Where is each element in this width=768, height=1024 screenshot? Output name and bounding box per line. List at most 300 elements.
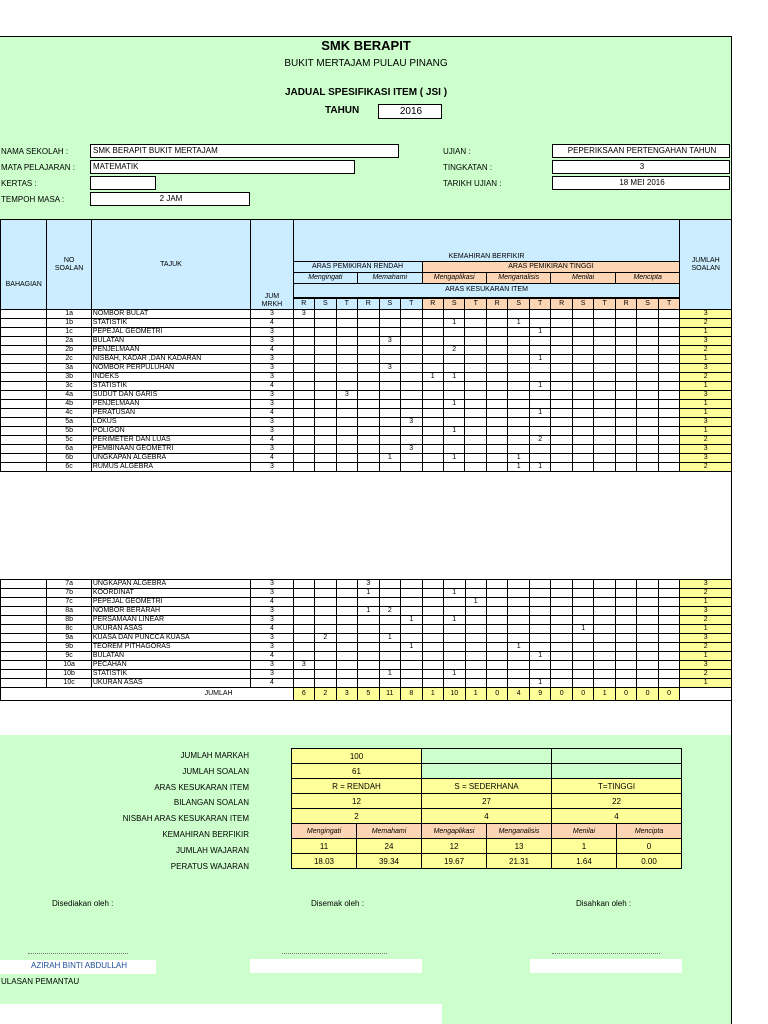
level-cell[interactable]: 3 (401, 418, 422, 427)
level-cell[interactable] (615, 409, 636, 418)
level-cell[interactable] (508, 382, 529, 391)
level-cell[interactable] (637, 436, 658, 445)
level-cell[interactable] (336, 625, 357, 634)
level-cell[interactable] (336, 346, 357, 355)
level-cell[interactable] (315, 670, 336, 679)
level-cell[interactable] (551, 598, 572, 607)
level-cell[interactable] (637, 580, 658, 589)
level-cell[interactable] (615, 661, 636, 670)
bahagian-cell[interactable] (1, 463, 47, 472)
level-cell[interactable] (572, 355, 593, 364)
level-cell[interactable] (315, 346, 336, 355)
level-cell[interactable] (401, 580, 422, 589)
topic-cell[interactable]: PENJELMAAN (91, 400, 250, 409)
level-cell[interactable] (336, 454, 357, 463)
level-cell[interactable] (615, 436, 636, 445)
level-cell[interactable] (551, 454, 572, 463)
question-count-cell[interactable]: 1 (680, 679, 732, 688)
level-cell[interactable] (315, 598, 336, 607)
level-cell[interactable] (615, 445, 636, 454)
level-cell[interactable] (658, 643, 679, 652)
level-cell[interactable] (486, 346, 507, 355)
level-cell[interactable]: 1 (529, 652, 550, 661)
level-cell[interactable] (508, 373, 529, 382)
topic-cell[interactable]: NISBAH, KADAR ,DAN KADARAN (91, 355, 250, 364)
question-count-cell[interactable]: 1 (680, 382, 732, 391)
level-cell[interactable] (594, 391, 615, 400)
level-cell[interactable] (508, 634, 529, 643)
level-cell[interactable] (358, 382, 379, 391)
level-cell[interactable]: 1 (401, 616, 422, 625)
level-cell[interactable] (379, 625, 400, 634)
level-cell[interactable] (637, 364, 658, 373)
level-cell[interactable] (508, 661, 529, 670)
level-cell[interactable] (594, 589, 615, 598)
level-cell[interactable] (529, 643, 550, 652)
level-cell[interactable] (293, 607, 314, 616)
level-cell[interactable] (422, 580, 443, 589)
level-cell[interactable] (293, 364, 314, 373)
level-cell[interactable] (336, 400, 357, 409)
level-cell[interactable] (444, 652, 465, 661)
level-cell[interactable] (486, 319, 507, 328)
bahagian-cell[interactable] (1, 355, 47, 364)
level-cell[interactable] (508, 589, 529, 598)
level-cell[interactable] (315, 319, 336, 328)
level-cell[interactable] (529, 454, 550, 463)
approver-name-field[interactable] (530, 959, 682, 973)
level-cell[interactable] (465, 679, 486, 688)
level-cell[interactable] (594, 598, 615, 607)
question-count-cell[interactable]: 1 (680, 355, 732, 364)
level-cell[interactable] (615, 643, 636, 652)
level-cell[interactable]: 1 (465, 598, 486, 607)
level-cell[interactable] (358, 625, 379, 634)
level-cell[interactable] (658, 634, 679, 643)
question-number[interactable]: 7a (47, 580, 91, 589)
level-cell[interactable] (658, 454, 680, 463)
level-cell[interactable] (594, 373, 615, 382)
level-cell[interactable] (508, 337, 529, 346)
level-cell[interactable] (315, 607, 336, 616)
question-number[interactable]: 3a (47, 364, 91, 373)
level-cell[interactable] (508, 607, 529, 616)
level-cell[interactable]: 1 (379, 670, 400, 679)
level-cell[interactable] (508, 445, 529, 454)
level-cell[interactable] (422, 589, 443, 598)
level-cell[interactable] (465, 391, 486, 400)
level-cell[interactable] (572, 364, 593, 373)
level-cell[interactable] (444, 643, 465, 652)
level-cell[interactable] (293, 652, 314, 661)
marks-cell[interactable]: 4 (251, 319, 293, 328)
bahagian-cell[interactable] (1, 418, 47, 427)
level-cell[interactable] (551, 580, 572, 589)
level-cell[interactable] (594, 337, 615, 346)
level-cell[interactable] (572, 409, 593, 418)
level-cell[interactable] (637, 625, 658, 634)
level-cell[interactable] (594, 418, 615, 427)
topic-cell[interactable]: NOMBOR BERARAH (91, 607, 250, 616)
level-cell[interactable] (658, 373, 680, 382)
level-cell[interactable]: 1 (529, 382, 550, 391)
level-cell[interactable] (401, 436, 422, 445)
level-cell[interactable]: 3 (293, 661, 314, 670)
bahagian-cell[interactable] (1, 382, 47, 391)
level-cell[interactable] (615, 580, 636, 589)
level-cell[interactable] (551, 319, 572, 328)
topic-cell[interactable]: BULATAN (91, 337, 250, 346)
level-cell[interactable] (551, 652, 572, 661)
level-cell[interactable] (529, 661, 550, 670)
level-cell[interactable] (637, 643, 658, 652)
level-cell[interactable] (401, 319, 422, 328)
level-cell[interactable] (293, 436, 314, 445)
level-cell[interactable] (529, 400, 550, 409)
level-cell[interactable] (529, 427, 550, 436)
level-cell[interactable] (379, 580, 400, 589)
level-cell[interactable] (444, 580, 465, 589)
level-cell[interactable] (529, 580, 550, 589)
level-cell[interactable] (486, 337, 507, 346)
level-cell[interactable] (358, 436, 379, 445)
level-cell[interactable] (422, 661, 443, 670)
level-cell[interactable] (465, 643, 486, 652)
level-cell[interactable] (486, 625, 507, 634)
question-number[interactable]: 9a (47, 634, 91, 643)
bahagian-cell[interactable] (1, 616, 47, 625)
topic-cell[interactable]: PECAHAN (91, 661, 250, 670)
level-cell[interactable]: 1 (358, 607, 379, 616)
question-number[interactable]: 6b (47, 454, 91, 463)
level-cell[interactable] (293, 670, 314, 679)
level-cell[interactable] (594, 625, 615, 634)
level-cell[interactable] (594, 364, 615, 373)
level-cell[interactable] (658, 580, 679, 589)
level-cell[interactable] (486, 355, 507, 364)
marks-cell[interactable]: 3 (251, 670, 293, 679)
level-cell[interactable] (508, 400, 529, 409)
level-cell[interactable] (615, 418, 636, 427)
level-cell[interactable] (572, 427, 593, 436)
level-cell[interactable] (572, 670, 593, 679)
level-cell[interactable] (379, 436, 400, 445)
level-cell[interactable] (594, 436, 615, 445)
level-cell[interactable] (379, 391, 400, 400)
level-cell[interactable] (443, 364, 464, 373)
level-cell[interactable] (293, 445, 314, 454)
level-cell[interactable] (315, 589, 336, 598)
level-cell[interactable] (572, 589, 593, 598)
level-cell[interactable] (379, 373, 400, 382)
level-cell[interactable] (293, 625, 314, 634)
level-cell[interactable] (465, 652, 486, 661)
level-cell[interactable] (637, 346, 658, 355)
level-cell[interactable] (615, 391, 636, 400)
question-number[interactable]: 6c (47, 463, 91, 472)
level-cell[interactable] (401, 607, 422, 616)
level-cell[interactable] (615, 616, 636, 625)
level-cell[interactable] (594, 310, 615, 319)
level-cell[interactable] (379, 319, 400, 328)
level-cell[interactable] (508, 679, 529, 688)
level-cell[interactable] (658, 607, 679, 616)
level-cell[interactable] (422, 679, 443, 688)
level-cell[interactable] (401, 427, 422, 436)
level-cell[interactable] (486, 445, 507, 454)
question-count-cell[interactable]: 2 (680, 436, 732, 445)
level-cell[interactable] (486, 364, 507, 373)
level-cell[interactable] (401, 679, 422, 688)
level-cell[interactable] (315, 373, 336, 382)
level-cell[interactable] (336, 607, 357, 616)
level-cell[interactable] (637, 391, 658, 400)
marks-cell[interactable]: 3 (251, 373, 293, 382)
topic-cell[interactable]: UKURAN ASAS (91, 625, 250, 634)
level-cell[interactable] (551, 418, 572, 427)
level-cell[interactable] (336, 445, 357, 454)
marks-cell[interactable]: 3 (251, 400, 293, 409)
marks-cell[interactable]: 3 (251, 445, 293, 454)
level-cell[interactable] (637, 328, 658, 337)
level-cell[interactable] (444, 625, 465, 634)
level-cell[interactable] (293, 418, 314, 427)
topic-cell[interactable]: STATISTIK (91, 319, 250, 328)
level-cell[interactable] (465, 625, 486, 634)
level-cell[interactable] (572, 634, 593, 643)
level-cell[interactable] (293, 373, 314, 382)
question-count-cell[interactable]: 1 (680, 598, 732, 607)
question-count-cell[interactable]: 3 (680, 310, 732, 319)
level-cell[interactable] (594, 607, 615, 616)
bahagian-cell[interactable] (1, 364, 47, 373)
marks-cell[interactable]: 4 (251, 436, 293, 445)
level-cell[interactable]: 1 (529, 328, 550, 337)
level-cell[interactable] (551, 355, 572, 364)
level-cell[interactable] (443, 355, 464, 364)
level-cell[interactable] (293, 643, 314, 652)
bahagian-cell[interactable] (1, 436, 47, 445)
question-number[interactable]: 4c (47, 409, 91, 418)
level-cell[interactable] (315, 445, 336, 454)
level-cell[interactable] (508, 328, 529, 337)
level-cell[interactable] (594, 409, 615, 418)
marks-cell[interactable]: 4 (251, 625, 293, 634)
level-cell[interactable] (315, 436, 336, 445)
level-cell[interactable] (315, 616, 336, 625)
level-cell[interactable]: 1 (443, 400, 464, 409)
level-cell[interactable] (379, 652, 400, 661)
level-cell[interactable] (637, 445, 658, 454)
marks-cell[interactable]: 4 (251, 652, 293, 661)
level-cell[interactable] (358, 346, 379, 355)
level-cell[interactable] (529, 391, 550, 400)
level-cell[interactable] (615, 625, 636, 634)
level-cell[interactable] (594, 355, 615, 364)
level-cell[interactable] (486, 643, 507, 652)
topic-cell[interactable]: RUMUS ALGEBRA (91, 463, 250, 472)
level-cell[interactable] (336, 337, 357, 346)
level-cell[interactable] (615, 652, 636, 661)
question-number[interactable]: 7c (47, 598, 91, 607)
level-cell[interactable] (358, 355, 379, 364)
question-number[interactable]: 1b (47, 319, 91, 328)
level-cell[interactable] (422, 463, 443, 472)
level-cell[interactable] (508, 346, 529, 355)
level-cell[interactable] (401, 382, 422, 391)
level-cell[interactable] (293, 463, 314, 472)
level-cell[interactable]: 1 (401, 643, 422, 652)
level-cell[interactable] (486, 634, 507, 643)
marks-cell[interactable]: 3 (251, 643, 293, 652)
bahagian-cell[interactable] (1, 643, 47, 652)
level-cell[interactable] (336, 652, 357, 661)
level-cell[interactable] (551, 373, 572, 382)
level-cell[interactable] (315, 580, 336, 589)
level-cell[interactable] (486, 454, 507, 463)
level-cell[interactable] (572, 679, 593, 688)
level-cell[interactable] (529, 634, 550, 643)
question-number[interactable]: 5a (47, 418, 91, 427)
question-count-cell[interactable]: 3 (680, 454, 732, 463)
level-cell[interactable] (615, 328, 636, 337)
level-cell[interactable] (572, 373, 593, 382)
level-cell[interactable] (637, 319, 658, 328)
level-cell[interactable] (336, 436, 357, 445)
info-field[interactable]: 18 MEI 2016 (552, 176, 730, 190)
level-cell[interactable] (358, 310, 379, 319)
bahagian-cell[interactable] (1, 310, 47, 319)
level-cell[interactable] (315, 454, 336, 463)
level-cell[interactable] (486, 400, 507, 409)
level-cell[interactable] (358, 616, 379, 625)
level-cell[interactable] (293, 454, 314, 463)
level-cell[interactable] (508, 580, 529, 589)
level-cell[interactable] (465, 364, 486, 373)
level-cell[interactable] (379, 310, 400, 319)
level-cell[interactable] (658, 463, 680, 472)
level-cell[interactable] (336, 643, 357, 652)
level-cell[interactable] (379, 400, 400, 409)
level-cell[interactable] (615, 382, 636, 391)
level-cell[interactable] (637, 355, 658, 364)
level-cell[interactable] (658, 391, 680, 400)
level-cell[interactable]: 1 (379, 454, 400, 463)
level-cell[interactable] (658, 445, 680, 454)
info-field[interactable]: PEPERIKSAAN PERTENGAHAN TAHUN (552, 144, 730, 158)
level-cell[interactable] (658, 409, 680, 418)
topic-cell[interactable]: STATISTIK (91, 382, 250, 391)
level-cell[interactable] (315, 661, 336, 670)
level-cell[interactable] (615, 607, 636, 616)
level-cell[interactable]: 3 (401, 445, 422, 454)
level-cell[interactable] (379, 616, 400, 625)
level-cell[interactable] (443, 445, 464, 454)
level-cell[interactable] (401, 625, 422, 634)
level-cell[interactable] (615, 355, 636, 364)
level-cell[interactable] (422, 607, 443, 616)
level-cell[interactable] (315, 391, 336, 400)
level-cell[interactable] (572, 310, 593, 319)
level-cell[interactable] (551, 364, 572, 373)
level-cell[interactable] (658, 589, 679, 598)
level-cell[interactable] (572, 652, 593, 661)
level-cell[interactable] (658, 598, 679, 607)
level-cell[interactable] (293, 580, 314, 589)
question-number[interactable]: 10b (47, 670, 91, 679)
level-cell[interactable] (594, 580, 615, 589)
level-cell[interactable] (465, 634, 486, 643)
level-cell[interactable] (508, 436, 529, 445)
level-cell[interactable] (594, 382, 615, 391)
question-count-cell[interactable]: 3 (680, 445, 732, 454)
level-cell[interactable] (422, 634, 443, 643)
level-cell[interactable] (358, 337, 379, 346)
level-cell[interactable] (422, 445, 443, 454)
level-cell[interactable] (508, 427, 529, 436)
level-cell[interactable] (422, 409, 443, 418)
question-count-cell[interactable]: 3 (680, 337, 732, 346)
level-cell[interactable] (529, 625, 550, 634)
level-cell[interactable] (401, 463, 422, 472)
level-cell[interactable] (358, 643, 379, 652)
level-cell[interactable] (293, 598, 314, 607)
topic-cell[interactable]: NOMBOR BULAT (91, 310, 250, 319)
level-cell[interactable] (401, 364, 422, 373)
level-cell[interactable] (465, 607, 486, 616)
level-cell[interactable] (508, 670, 529, 679)
marks-cell[interactable]: 3 (251, 310, 293, 319)
level-cell[interactable] (336, 409, 357, 418)
level-cell[interactable] (293, 346, 314, 355)
level-cell[interactable] (401, 337, 422, 346)
level-cell[interactable] (637, 616, 658, 625)
level-cell[interactable] (336, 373, 357, 382)
level-cell[interactable] (486, 616, 507, 625)
question-count-cell[interactable]: 1 (680, 400, 732, 409)
level-cell[interactable] (658, 337, 680, 346)
level-cell[interactable] (465, 670, 486, 679)
level-cell[interactable] (336, 364, 357, 373)
level-cell[interactable] (551, 337, 572, 346)
level-cell[interactable] (465, 355, 486, 364)
level-cell[interactable] (379, 355, 400, 364)
level-cell[interactable] (358, 427, 379, 436)
level-cell[interactable] (486, 436, 507, 445)
marks-cell[interactable]: 3 (251, 589, 293, 598)
level-cell[interactable]: 1 (443, 427, 464, 436)
level-cell[interactable] (658, 355, 680, 364)
level-cell[interactable]: 3 (358, 580, 379, 589)
level-cell[interactable] (465, 310, 486, 319)
level-cell[interactable] (401, 670, 422, 679)
bahagian-cell[interactable] (1, 319, 47, 328)
level-cell[interactable] (658, 364, 680, 373)
level-cell[interactable] (615, 400, 636, 409)
topic-cell[interactable]: PERIMETER DAN LUAS (91, 436, 250, 445)
level-cell[interactable] (615, 364, 636, 373)
level-cell[interactable] (379, 418, 400, 427)
level-cell[interactable] (465, 427, 486, 436)
level-cell[interactable] (529, 319, 550, 328)
marks-cell[interactable]: 4 (251, 679, 293, 688)
level-cell[interactable] (615, 634, 636, 643)
level-cell[interactable]: 1 (443, 454, 464, 463)
question-count-cell[interactable]: 1 (680, 625, 732, 634)
topic-cell[interactable]: UNGKAPAN ALGEBRA (91, 454, 250, 463)
level-cell[interactable] (465, 346, 486, 355)
question-count-cell[interactable]: 3 (680, 364, 732, 373)
